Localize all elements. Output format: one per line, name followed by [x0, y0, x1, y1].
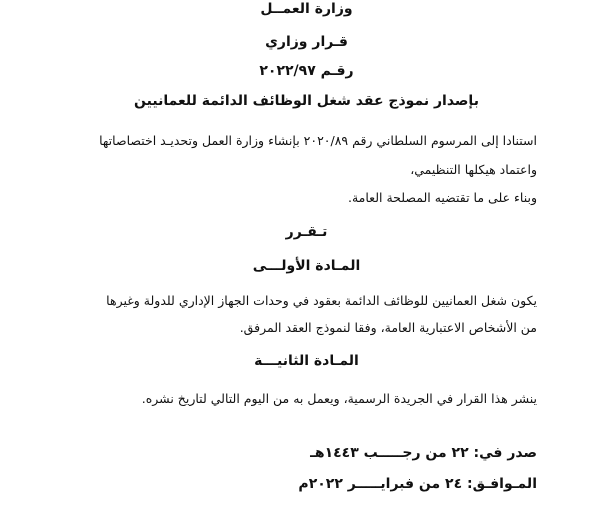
decision-type: قـرار وزاري	[265, 34, 348, 50]
issued-date-hijri: صدر في: ٢٢ من رجـــــب ١٤٤٣هـ	[310, 445, 537, 461]
article-2-title: المـادة الثانيـــة	[254, 353, 359, 369]
article-1-line-1: يكون شغل العمانيين للوظائف الدائمة بعقود في وحدات الجهاز الإداري للدولة وغيرها	[106, 293, 537, 308]
article-2-line-1: ينشر هذا القرار في الجريدة الرسمية، ويعمل به من اليوم التالي لتاريخ نشره.	[141, 391, 537, 406]
decision-number: رقـم ٢٠٢٢/٩٧	[259, 63, 354, 79]
preamble-line-2: واعتماد هيكلها التنظيمي،	[410, 162, 537, 177]
article-1-title: المـادة الأولـــى	[252, 258, 361, 274]
issued-date-gregorian: المـوافـق: ٢٤ من فبرايـــــر ٢٠٢٢م	[298, 476, 537, 492]
preamble-line-3: وبناء على ما تقتضيه المصلحة العامة.	[348, 190, 537, 205]
ministry-name: وزارة العمــل	[260, 1, 353, 17]
preamble-line-1: استنادا إلى المرسوم السلطاني رقم ٢٠٢٠/٨٩ بإنشاء وزارة العمل وتحديـد اختصاصاتها	[99, 133, 537, 148]
decision-subject: بإصدار نموذج عقد شغل الوظائف الدائمة للعمانيين	[134, 93, 479, 109]
decides-heading: تـقـرر	[285, 224, 328, 240]
article-1-line-2: من الأشخاص الاعتبارية العامة، وفقا لنموذج العقد المرفق.	[239, 320, 537, 335]
